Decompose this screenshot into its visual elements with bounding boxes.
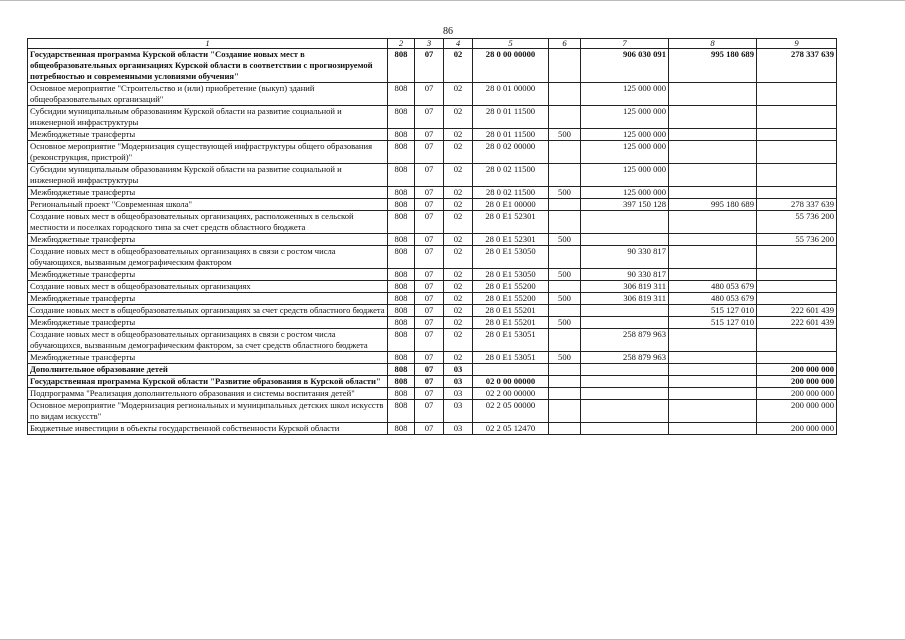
row-target-article: 28 0 01 00000: [473, 83, 549, 106]
row-name: Бюджетные инвестиции в объекты государственной собственности Курской области: [28, 423, 388, 435]
row-target-article: 28 0 02 11500: [473, 164, 549, 187]
row-section-code: 07: [415, 376, 444, 388]
row-amount-col8: 995 180 689: [669, 199, 757, 211]
table-row: [28, 388, 837, 400]
row-amount-col7: 258 879 963: [581, 352, 669, 364]
table-row: [28, 106, 837, 129]
row-amount-col7: 125 000 000: [581, 83, 669, 106]
row-target-article: 28 0 E1 55200: [473, 281, 549, 293]
row-section-code: 07: [415, 364, 444, 376]
row-target-article: 28 0 01 11500: [473, 129, 549, 141]
table-row: [28, 187, 837, 199]
row-amount-col8: [669, 187, 757, 199]
row-amount-col9: 278 337 639: [757, 199, 837, 211]
row-target-article: 28 0 E1 53051: [473, 352, 549, 364]
row-section-code: 07: [415, 305, 444, 317]
table-row: [28, 141, 837, 164]
row-amount-col7: 90 330 817: [581, 269, 669, 281]
row-expense-type: 500: [549, 352, 581, 364]
row-target-article: 02 2 05 00000: [473, 400, 549, 423]
row-amount-col8: [669, 83, 757, 106]
row-amount-col9: 222 601 439: [757, 317, 837, 329]
row-admin-code: 808: [388, 83, 415, 106]
row-section-code: 07: [415, 199, 444, 211]
row-amount-col7: 125 000 000: [581, 164, 669, 187]
row-target-article: 28 0 02 11500: [473, 187, 549, 199]
row-amount-col7: 258 879 963: [581, 329, 669, 352]
row-expense-type: [549, 388, 581, 400]
row-expense-type: [549, 199, 581, 211]
table-row: [28, 234, 837, 246]
row-subsection-code: 02: [444, 106, 473, 129]
row-subsection-code: 02: [444, 187, 473, 199]
row-section-code: 07: [415, 388, 444, 400]
row-amount-col8: [669, 352, 757, 364]
row-admin-code: 808: [388, 234, 415, 246]
header-col-2: 2: [388, 39, 415, 49]
row-amount-col9: [757, 246, 837, 269]
row-admin-code: 808: [388, 423, 415, 435]
row-admin-code: 808: [388, 199, 415, 211]
row-amount-col9: 222 601 439: [757, 305, 837, 317]
row-amount-col8: [669, 106, 757, 129]
table-row: [28, 129, 837, 141]
row-subsection-code: 02: [444, 246, 473, 269]
row-name: Основное мероприятие "Модернизация региональных и муниципальных детских школ искусств по видам искусств": [28, 400, 388, 423]
row-subsection-code: 02: [444, 141, 473, 164]
row-expense-type: 500: [549, 187, 581, 199]
row-section-code: 07: [415, 400, 444, 423]
row-admin-code: 808: [388, 49, 415, 83]
row-amount-col7: 125 000 000: [581, 129, 669, 141]
row-name: Создание новых мест в общеобразовательных организациях: [28, 281, 388, 293]
row-amount-col7: [581, 234, 669, 246]
row-section-code: 07: [415, 129, 444, 141]
page-number: 86: [443, 26, 453, 37]
row-expense-type: [549, 141, 581, 164]
row-target-article: 28 0 02 00000: [473, 141, 549, 164]
row-name: Создание новых мест в общеобразовательных организациях в связи с ростом числа обучающихся, вызванным демографическим фактором, за счет средств областного бюджета: [28, 329, 388, 352]
table-row: [28, 364, 837, 376]
row-section-code: 07: [415, 329, 444, 352]
row-subsection-code: 03: [444, 423, 473, 435]
row-amount-col9: [757, 83, 837, 106]
row-amount-col9: 200 000 000: [757, 388, 837, 400]
row-section-code: 07: [415, 281, 444, 293]
row-name: Основное мероприятие "Модернизация существующей инфраструктуры общего образования (реконструкция, пристрой)": [28, 141, 388, 164]
row-admin-code: 808: [388, 317, 415, 329]
header-col-3: 3: [415, 39, 444, 49]
row-amount-col7: 125 000 000: [581, 141, 669, 164]
table-row: [28, 211, 837, 234]
row-amount-col8: [669, 234, 757, 246]
row-expense-type: [549, 329, 581, 352]
row-amount-col9: 200 000 000: [757, 376, 837, 388]
row-amount-col9: 55 736 200: [757, 211, 837, 234]
row-amount-col9: 200 000 000: [757, 423, 837, 435]
row-expense-type: [549, 281, 581, 293]
table-row: [28, 199, 837, 211]
row-amount-col9: 55 736 200: [757, 234, 837, 246]
row-expense-type: 500: [549, 293, 581, 305]
row-name: Создание новых мест в общеобразовательных организациях за счет средств областного бюджета: [28, 305, 388, 317]
table-row: [28, 281, 837, 293]
row-section-code: 07: [415, 293, 444, 305]
top-border: [0, 0, 905, 1]
row-name: Субсидии муниципальным образованиям Курской области на развитие социальной и инженерной инфраструктуры: [28, 106, 388, 129]
row-target-article: [473, 364, 549, 376]
row-section-code: 07: [415, 106, 444, 129]
row-expense-type: [549, 211, 581, 234]
row-amount-col8: [669, 329, 757, 352]
row-section-code: 07: [415, 269, 444, 281]
row-admin-code: 808: [388, 364, 415, 376]
row-amount-col7: 125 000 000: [581, 106, 669, 129]
row-amount-col7: 906 030 091: [581, 49, 669, 83]
row-section-code: 07: [415, 141, 444, 164]
row-name: Межбюджетные трансферты: [28, 269, 388, 281]
budget-table: [27, 38, 837, 435]
row-amount-col9: [757, 129, 837, 141]
row-amount-col8: [669, 246, 757, 269]
header-col-1: 1: [28, 39, 388, 49]
header-col-4: 4: [444, 39, 473, 49]
header-col-5: 5: [473, 39, 549, 49]
row-expense-type: 500: [549, 317, 581, 329]
row-admin-code: 808: [388, 281, 415, 293]
row-admin-code: 808: [388, 269, 415, 281]
row-subsection-code: 02: [444, 329, 473, 352]
row-expense-type: [549, 106, 581, 129]
table-row: [28, 246, 837, 269]
row-name: Межбюджетные трансферты: [28, 234, 388, 246]
row-target-article: 28 0 E1 52301: [473, 211, 549, 234]
row-name: Дополнительное образование детей: [28, 364, 388, 376]
row-amount-col8: [669, 211, 757, 234]
row-amount-col7: 306 819 311: [581, 293, 669, 305]
table-row: [28, 269, 837, 281]
row-admin-code: 808: [388, 164, 415, 187]
row-subsection-code: 02: [444, 317, 473, 329]
table-row: [28, 376, 837, 388]
row-admin-code: 808: [388, 293, 415, 305]
row-subsection-code: 02: [444, 234, 473, 246]
row-expense-type: [549, 49, 581, 83]
row-subsection-code: 02: [444, 83, 473, 106]
row-amount-col9: [757, 281, 837, 293]
row-expense-type: [549, 376, 581, 388]
row-target-article: 02 0 00 00000: [473, 376, 549, 388]
row-amount-col8: [669, 423, 757, 435]
row-target-article: 28 0 00 00000: [473, 49, 549, 83]
row-target-article: 28 0 E1 53051: [473, 329, 549, 352]
row-admin-code: 808: [388, 211, 415, 234]
row-amount-col7: [581, 305, 669, 317]
row-expense-type: [549, 423, 581, 435]
row-amount-col9: [757, 187, 837, 199]
row-amount-col9: [757, 141, 837, 164]
row-amount-col9: [757, 293, 837, 305]
row-section-code: 07: [415, 83, 444, 106]
table-row: [28, 83, 837, 106]
row-amount-col8: 515 127 010: [669, 305, 757, 317]
row-subsection-code: 02: [444, 281, 473, 293]
row-name: Межбюджетные трансферты: [28, 317, 388, 329]
row-amount-col8: [669, 400, 757, 423]
row-section-code: 07: [415, 423, 444, 435]
table-row: [28, 305, 837, 317]
row-subsection-code: 03: [444, 388, 473, 400]
row-amount-col8: [669, 269, 757, 281]
row-admin-code: 808: [388, 352, 415, 364]
row-amount-col7: [581, 317, 669, 329]
row-expense-type: 500: [549, 234, 581, 246]
row-amount-col9: [757, 329, 837, 352]
row-admin-code: 808: [388, 106, 415, 129]
row-amount-col9: 200 000 000: [757, 364, 837, 376]
table-body: [28, 49, 837, 435]
table-row: [28, 329, 837, 352]
row-amount-col9: 200 000 000: [757, 400, 837, 423]
row-name: Межбюджетные трансферты: [28, 293, 388, 305]
table-row: [28, 49, 837, 83]
header-col-9: 9: [757, 39, 837, 49]
row-section-code: 07: [415, 211, 444, 234]
row-subsection-code: 02: [444, 211, 473, 234]
row-subsection-code: 02: [444, 269, 473, 281]
row-expense-type: [549, 305, 581, 317]
row-expense-type: [549, 364, 581, 376]
row-amount-col7: [581, 423, 669, 435]
row-amount-col7: [581, 364, 669, 376]
row-amount-col8: [669, 376, 757, 388]
row-subsection-code: 02: [444, 352, 473, 364]
row-amount-col8: [669, 141, 757, 164]
row-section-code: 07: [415, 187, 444, 199]
row-amount-col7: 90 330 817: [581, 246, 669, 269]
row-amount-col7: [581, 400, 669, 423]
row-admin-code: 808: [388, 388, 415, 400]
row-expense-type: [549, 164, 581, 187]
row-target-article: 02 2 05 12470: [473, 423, 549, 435]
row-target-article: 28 0 E1 55201: [473, 317, 549, 329]
row-amount-col7: [581, 211, 669, 234]
row-subsection-code: 03: [444, 376, 473, 388]
row-section-code: 07: [415, 352, 444, 364]
row-admin-code: 808: [388, 187, 415, 199]
row-name: Создание новых мест в общеобразовательных организациях в связи с ростом числа обучающихся, вызванным демографическим фактором: [28, 246, 388, 269]
table-row: [28, 352, 837, 364]
row-expense-type: 500: [549, 129, 581, 141]
row-name: Межбюджетные трансферты: [28, 129, 388, 141]
row-amount-col9: 278 337 639: [757, 49, 837, 83]
row-subsection-code: 02: [444, 49, 473, 83]
row-section-code: 07: [415, 246, 444, 269]
row-target-article: 28 0 01 11500: [473, 106, 549, 129]
row-amount-col8: 515 127 010: [669, 317, 757, 329]
table-row: [28, 293, 837, 305]
header-col-8: 8: [669, 39, 757, 49]
row-expense-type: [549, 83, 581, 106]
row-expense-type: [549, 246, 581, 269]
row-amount-col7: [581, 376, 669, 388]
row-admin-code: 808: [388, 129, 415, 141]
table-row: [28, 164, 837, 187]
header-col-7: 7: [581, 39, 669, 49]
row-subsection-code: 02: [444, 305, 473, 317]
row-name: Государственная программа Курской области "Создание новых мест в общеобразовательных организациях Курской области в соответствии с прогнозируемой потребностью и современными условиями обучения": [28, 49, 388, 83]
row-amount-col8: [669, 129, 757, 141]
row-amount-col9: [757, 269, 837, 281]
row-amount-col8: 995 180 689: [669, 49, 757, 83]
row-expense-type: 500: [549, 269, 581, 281]
row-expense-type: [549, 400, 581, 423]
row-amount-col8: [669, 164, 757, 187]
row-admin-code: 808: [388, 305, 415, 317]
row-subsection-code: 02: [444, 199, 473, 211]
row-section-code: 07: [415, 234, 444, 246]
row-admin-code: 808: [388, 400, 415, 423]
row-target-article: 02 2 00 00000: [473, 388, 549, 400]
row-target-article: 28 0 E1 55201: [473, 305, 549, 317]
row-admin-code: 808: [388, 141, 415, 164]
row-amount-col8: 480 053 679: [669, 293, 757, 305]
row-name: Субсидии муниципальным образованиям Курской области на развитие социальной и инженерной инфраструктуры: [28, 164, 388, 187]
row-name: Межбюджетные трансферты: [28, 352, 388, 364]
row-section-code: 07: [415, 49, 444, 83]
row-section-code: 07: [415, 317, 444, 329]
row-amount-col8: [669, 364, 757, 376]
header-row: [28, 39, 837, 49]
row-name: Государственная программа Курской области "Развитие образования в Курской области": [28, 376, 388, 388]
row-target-article: 28 0 E1 55200: [473, 293, 549, 305]
row-subsection-code: 02: [444, 129, 473, 141]
row-name: Межбюджетные трансферты: [28, 187, 388, 199]
row-target-article: 28 0 E1 52301: [473, 234, 549, 246]
row-amount-col8: [669, 388, 757, 400]
row-subsection-code: 02: [444, 293, 473, 305]
row-name: Региональный проект "Современная школа": [28, 199, 388, 211]
row-target-article: 28 0 E1 53050: [473, 246, 549, 269]
row-admin-code: 808: [388, 376, 415, 388]
row-subsection-code: 02: [444, 164, 473, 187]
row-amount-col7: [581, 388, 669, 400]
row-name: Создание новых мест в общеобразовательных организациях, расположенных в сельской местности и поселках городского типа за счет средств областного бюджета: [28, 211, 388, 234]
row-amount-col8: 480 053 679: [669, 281, 757, 293]
row-amount-col9: [757, 164, 837, 187]
row-section-code: 07: [415, 164, 444, 187]
header-col-6: 6: [549, 39, 581, 49]
row-name: Подпрограмма "Реализация дополнительного образования и системы воспитания детей": [28, 388, 388, 400]
row-amount-col7: 125 000 000: [581, 187, 669, 199]
row-subsection-code: 03: [444, 364, 473, 376]
row-amount-col7: 306 819 311: [581, 281, 669, 293]
row-amount-col7: 397 150 128: [581, 199, 669, 211]
row-amount-col9: [757, 106, 837, 129]
row-admin-code: 808: [388, 246, 415, 269]
table-row: [28, 400, 837, 423]
table-row: [28, 317, 837, 329]
row-admin-code: 808: [388, 329, 415, 352]
row-subsection-code: 03: [444, 400, 473, 423]
row-name: Основное мероприятие "Строительство и (или) приобретение (выкуп) зданий общеобразовательных организаций": [28, 83, 388, 106]
row-target-article: 28 0 E1 00000: [473, 199, 549, 211]
row-target-article: 28 0 E1 53050: [473, 269, 549, 281]
table-row: [28, 423, 837, 435]
row-amount-col9: [757, 352, 837, 364]
